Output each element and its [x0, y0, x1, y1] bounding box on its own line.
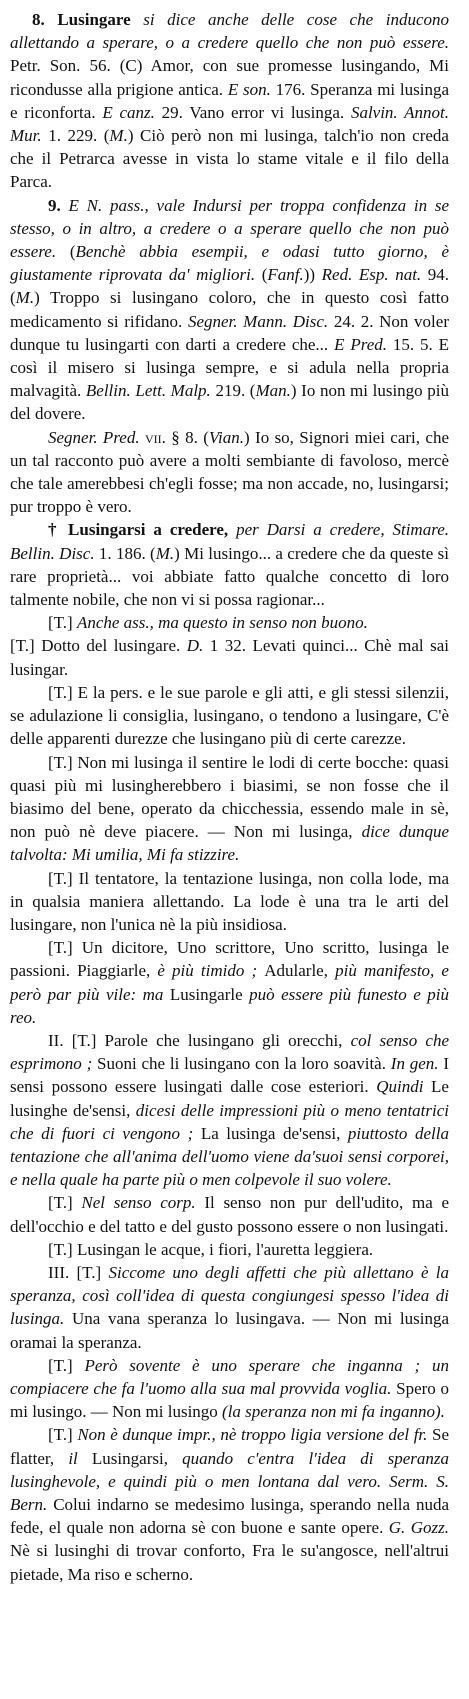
text-run: 219. (	[215, 381, 256, 401]
entry-paragraph	[10, 1238, 449, 1261]
text-run: [T.] Un dicitore, Uno scrittore, Uno scritto, lusinga le passioni. Piaggiarle,	[10, 938, 449, 981]
italic-text: Man.	[255, 381, 291, 401]
text-run: 1. 229. (	[48, 126, 110, 146]
text-run: Petr. Son. 56. (C) Amor, con sue promesse lusingando, Mi ricondusse alla prigione antica.	[10, 56, 449, 99]
text-run: ) Troppo si lusingano coloro, che in questo così fatto medicamento si rifidano.	[10, 288, 449, 331]
text-run: [T.]	[48, 1193, 82, 1213]
entry-paragraph	[10, 936, 449, 1029]
text-run: vii	[144, 427, 162, 447]
text-run: [T.]	[48, 613, 77, 633]
text-run: Lusingarsi,	[91, 1448, 183, 1468]
italic-text: per Darsi a credere, Stimare. Bellin. Disc.	[10, 520, 449, 563]
text-run: 94. (	[10, 265, 450, 308]
text-run: Le lusinghe de'sensi,	[10, 1077, 449, 1120]
italic-text: Salvin. Annot. Mur.	[10, 102, 449, 146]
italic-text: è più timido ;	[157, 961, 265, 981]
text-run: ) Ciò però non mi lusinga, talch'io non creda che il Petrarca avesse in vista lo stame vitale e il filo della Parca.	[10, 126, 449, 192]
text-run: [T.]	[48, 1425, 78, 1445]
entry-paragraph	[10, 1029, 449, 1191]
text-run: [T.] Non mi lusinga il sentire le lodi di certe bocche: quasi quasi più mi lusingherebbero i biasimi, se non fosse che il biasimo del bene, operato da chicchessia, essendo male in sè, non può nè deve piacere. — Non mi lusinga,	[10, 752, 449, 842]
text-run: 1. 186. (	[98, 543, 156, 563]
entry-paragraph	[10, 611, 449, 634]
italic-text: E son.	[227, 79, 276, 99]
entry-paragraph	[10, 8, 449, 194]
entry-paragraph	[10, 634, 449, 680]
italic-text: E Pred.	[334, 334, 393, 354]
italic-text: M.	[109, 126, 128, 146]
italic-text: si dice anche delle cose che inducono allettando a sperare, o a credere quello che non può essere.	[10, 10, 449, 53]
italic-text: Però sovente è uno sperare che inganna ; un compiacere che fa l'uomo alla sua mal provvida voglia.	[10, 1355, 449, 1398]
text-run: (	[69, 242, 76, 262]
text-run: Una vana speranza lo lusingava. — Non mi lusinga oramai la speranza.	[10, 1309, 450, 1352]
text-run: [T.]	[48, 1355, 85, 1375]
text-run: Il senso non pur dell'udito, ma e dell'occhio e del tatto e del gusto possono essere o non lusingati.	[10, 1193, 449, 1236]
italic-text: E canz.	[102, 102, 162, 122]
entry-paragraph	[10, 867, 449, 937]
text-run: [T.] Il tentatore, la tentazione lusinga, non colla lode, ma in qualsia maniera allettando. La lode è una tra le arti del lusingare, non l'unica nè la più insidiosa.	[10, 868, 449, 934]
italic-text: può essere più funesto e più reo.	[10, 984, 449, 1027]
italic-text: Siccome uno degli affetti che più allettano è la speranza, così coll'idea di questa congiungesi spesso l'idea di lusinga.	[10, 1262, 449, 1329]
italic-text: M.	[155, 543, 175, 563]
text-run: Suoni che li lusingano con la loro soavità.	[97, 1054, 391, 1074]
text-run: 24. 2. Non voler dunque tu lusingarti con darti a credere che...	[10, 311, 449, 354]
italic-text: Benchè abbia esempii, e odasi tutto giorno, è giustamente riprovata da' migliori.	[10, 242, 449, 285]
text-run: Colui indarno se medesimo lusinga, sperando nella nuda fede, el quale non adorna sè con buone e sante opere.	[10, 1495, 450, 1538]
entry-paragraph	[10, 1423, 449, 1585]
italic-text: G. Gozz.	[388, 1518, 449, 1538]
italic-text: Nel senso corp.	[81, 1193, 205, 1213]
entry-headword: 9.	[48, 195, 69, 215]
italic-text: quando c'entra l'idea di speranza lusinghevole, e quindi più o men lontana dal vero. Serm. S. Bern.	[10, 1448, 450, 1514]
italic-text: In gen.	[390, 1054, 444, 1074]
entry-paragraph	[10, 1261, 449, 1354]
entry-paragraph	[10, 681, 449, 751]
text-run: . § 8. (	[161, 427, 209, 447]
text-run: I sensi possono essere lusingati dalle cose esteriori.	[10, 1054, 449, 1097]
italic-text: Non è dunque impr., nè troppo ligia versione del fr.	[77, 1425, 432, 1445]
text-run: Lusingarle	[169, 984, 250, 1004]
italic-text: E N. pass., vale Indursi per troppa confidenza in se stesso, o in altro, a credere o a sperare quello che non può essere.	[10, 195, 450, 262]
text-run: Adularle,	[264, 961, 336, 981]
italic-text: Fanf.	[267, 265, 304, 285]
text-run: 15. 5. E così il misero si lusinga sempre, e si adula nella propria malvagità.	[10, 334, 449, 401]
italic-text: più manifesto, e però par più vile: ma	[10, 961, 449, 1004]
text-run: (	[261, 265, 268, 285]
entry-headword: † Lusingarsi a credere,	[48, 520, 237, 540]
text-run: ) Mi lusingo... a credere che da queste sì rare proprietà... voi abbiate fatto qualche concetto di loro talmente nobile, che non vi si possa ragionar...	[10, 543, 449, 610]
italic-text: dice dunque talvolta: Mi umilia, Mi fa stizzire.	[10, 822, 449, 865]
italic-text: Segner. Mann. Disc.	[187, 311, 334, 331]
text-run: Spero o mi lusingo. — Non mi lusingo	[10, 1378, 449, 1422]
italic-text: M.	[15, 288, 35, 308]
text-run: [T.] E la pers. e le sue parole e gli atti, e gli stessi silenzii, se adulazione li consiglia, lusingano, o tendono a lusingare, C'è delle apparenti durezze che lusingano più di certe carezze.	[10, 682, 449, 749]
italic-text: il	[68, 1448, 92, 1468]
text-run: ) Io non mi lusingo più del dovere.	[10, 381, 450, 424]
entry-paragraph	[10, 426, 449, 519]
italic-text: Segner. Pred.	[48, 427, 145, 447]
text-run: [T.] Dotto del lusingare.	[10, 636, 187, 656]
italic-text: piuttosto della tentazione che all'anima dell'uomo viene da'suoi sensi corporei, e nella quale ha parte più o men colpevole il suo volere.	[10, 1123, 449, 1190]
italic-text: dicesi delle impressioni più o meno tentatrici che di fuori ci vengono ;	[10, 1100, 450, 1143]
text-run: La lusinga de'sensi,	[200, 1123, 348, 1143]
italic-text: (la speranza non mi fa inganno).	[222, 1402, 445, 1422]
text-run: Nè si lusinghi di trovar conforto, Fra le su'angosce, nell'altrui pietade, Ma riso e scherno.	[10, 1541, 449, 1584]
entry-paragraph	[10, 518, 449, 611]
text-run: ) Io so, Signori miei cari, che un tal racconto può avere a molti sembiante di favoloso, mercè che tale amerebbesi ch'egli fosse; ma non accade, no, lusingarsi; pur troppo è vero.	[10, 427, 449, 517]
text-run: II. [T.] Parole che lusingano gli orecchi,	[48, 1030, 351, 1050]
italic-text: Red. Esp. nat.	[321, 265, 428, 285]
entry-paragraph	[10, 1191, 449, 1237]
italic-text: Bellin. Lett. Malp.	[85, 381, 216, 401]
italic-text: Quindi	[376, 1077, 432, 1097]
text-run: III. [T.]	[48, 1262, 109, 1282]
text-run: [T.] Lusingan le acque, i fiori, l'auretta leggiera.	[48, 1239, 374, 1259]
italic-text: Vian.	[208, 427, 245, 447]
italic-text: col senso che esprimono ;	[10, 1030, 449, 1074]
italic-text: D.	[186, 636, 210, 656]
text-run: ))	[303, 265, 322, 285]
entry-paragraph	[10, 751, 449, 867]
text-run: 29. Vano error vi lusinga.	[161, 102, 351, 122]
entry-headword: 8. Lusingare	[32, 10, 144, 29]
text-run: 176. Speranza mi lusinga e riconforta.	[10, 79, 450, 122]
entry-paragraph	[10, 1354, 449, 1424]
entry-paragraph	[10, 194, 449, 426]
italic-text: Anche ass., ma questo in senso non buono.	[76, 613, 368, 633]
text-run: 1 32. Levati quinci... Chè mal sai lusingar.	[10, 636, 449, 679]
text-run: Se flatter,	[10, 1425, 449, 1468]
